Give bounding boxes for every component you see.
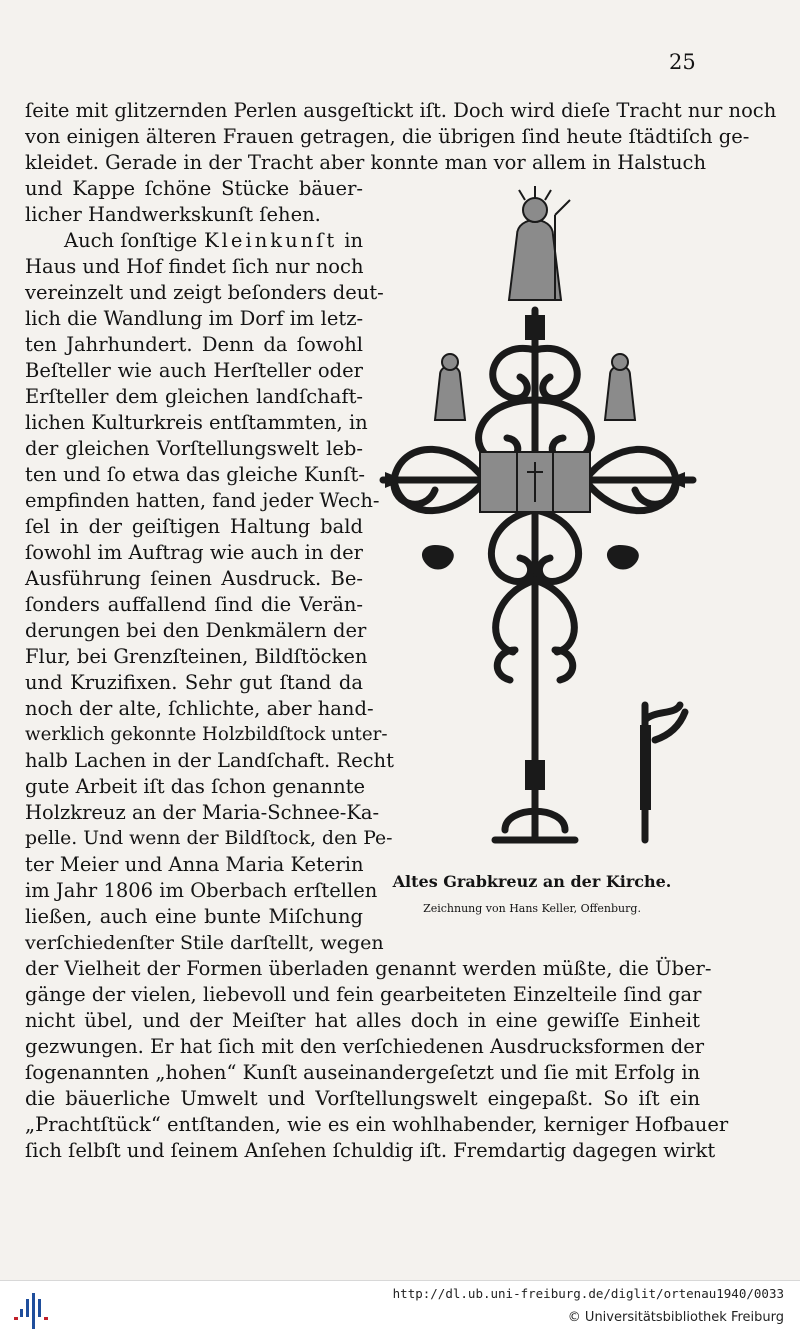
text-line: verſchiedenſter Stile darſtellt, wegen [25,932,384,954]
text-line: im Jahr 1806 im Oberbach erſtellen [25,879,378,902]
text-line: ten Jahrhundert. Denn da ſowohl [25,333,363,356]
text-line: und Kappe ſchöne Stücke bäuer- [25,177,363,200]
figure-credit: Zeichnung von Hans Keller, Offenburg. [423,902,641,915]
text-line: Ausführung ſeinen Ausdruck. Be- [25,567,363,590]
text-line: ſel in der geiſtigen Haltung bald [25,515,363,538]
text-line: lichen Kulturkreis entſtammten, in [25,411,368,434]
text-line: der Vielheit der Formen überladen genannt werden müßte, die Über- [25,957,712,980]
text-line: empfinden hatten, fand jeder Wech- [25,489,380,512]
text-line: ſich ſelbſt und ſeinem Anſehen ſchuldig iſt. Fremdartig dagegen wirkt [25,1139,716,1162]
library-logo-icon [10,1287,54,1331]
document-url-link[interactable]: http://dl.ub.uni-freiburg.de/diglit/ortenau1940/0033 [392,1286,784,1301]
text-line: ten und ſo etwa das gleiche Kunſt- [25,463,365,486]
text-line: ter Meier und Anna Maria Keterin [25,853,364,876]
text-line: ſonders auffallend ſind die Verän- [25,593,363,616]
text-fragment: in [344,229,363,252]
text-line: ſowohl im Auftrag wie auch in der [25,541,363,564]
text-line: vereinzelt und zeigt beſonders deut- [25,281,384,304]
text-line: von einigen älteren Frauen getragen, die übrigen ſind heute ſtädtiſch ge- [25,125,750,148]
text-line: licher Handwerkskunſt ſehen. [25,203,321,226]
text-line: nicht übel, und der Meiſter hat alles doch in eine gewiſſe Einheit [25,1009,700,1032]
text-line: ließen, auch eine bunte Miſchung [25,905,363,928]
page-number: 25 [669,50,696,74]
text-line: noch der alte, ſchlichte, aber hand- [25,697,374,720]
figure-caption: Altes Grabkreuz an der Kirche. [392,872,672,891]
text-line: gänge der vielen, liebevoll und fein gearbeiteten Einzelteile ſind gar [25,983,702,1006]
text-line: ſogenannten „hohen“ Kunſt auseinandergeſetzt und ſie mit Erfolg in [25,1061,701,1084]
text-line: halb Lachen in der Landſchaft. Recht [25,749,394,772]
text-line: pelle. Und wenn der Bildſtock, den Pe- [25,828,393,849]
text-line: Haus und Hof findet ſich nur noch [25,255,364,278]
text-line: kleidet. Gerade in der Tracht aber konnte man vor allem in Halstuch [25,151,707,174]
text-line: „Prachtſtück“ entſtanden, wie es ein wohlhabender, kerniger Hofbauer [25,1113,729,1136]
wrought-iron-cross-icon [365,180,705,870]
text-line: lich die Wandlung im Dorf im letz- [25,307,364,330]
text-line: gezwungen. Er hat ſich mit den verſchiedenen Ausdrucksformen der [25,1035,705,1058]
text-line: Flur, bei Grenzſteinen, Bildſtöcken [25,645,368,668]
text-line: werklich gekonnte Holzbildſtock unter- [25,724,388,745]
text-line: Erſteller dem gleichen landſchaft- [25,385,363,408]
text-line: Holzkreuz an der Maria-Schnee-Ka- [25,801,380,824]
text-fragment: Auch ſonſtige [64,229,198,252]
text-line: ſeite mit glitzernden Perlen ausgeſtickt iſt. Doch wird dieſe Tracht nur noch [25,99,777,122]
text-line: gute Arbeit iſt das ſchon genannte [25,775,366,798]
text-line: und Kruzifixen. Sehr gut ſtand da [25,671,363,694]
text-line [64,228,363,254]
text-line: der gleichen Vorſtellungswelt leb- [25,437,363,460]
emphasized-word: Kleinkunſt [204,229,338,252]
grave-cross-illustration [365,180,705,870]
text-line: Beſteller wie auch Herſteller oder [25,359,363,382]
footer-bar [0,1280,800,1337]
text-line: die bäuerliche Umwelt und Vorſtellungswelt eingepaßt. So iſt ein [25,1087,700,1110]
copyright-notice: © Universitätsbibliothek Freiburg [567,1310,784,1325]
text-line: derungen bei den Denkmälern der [25,619,367,642]
